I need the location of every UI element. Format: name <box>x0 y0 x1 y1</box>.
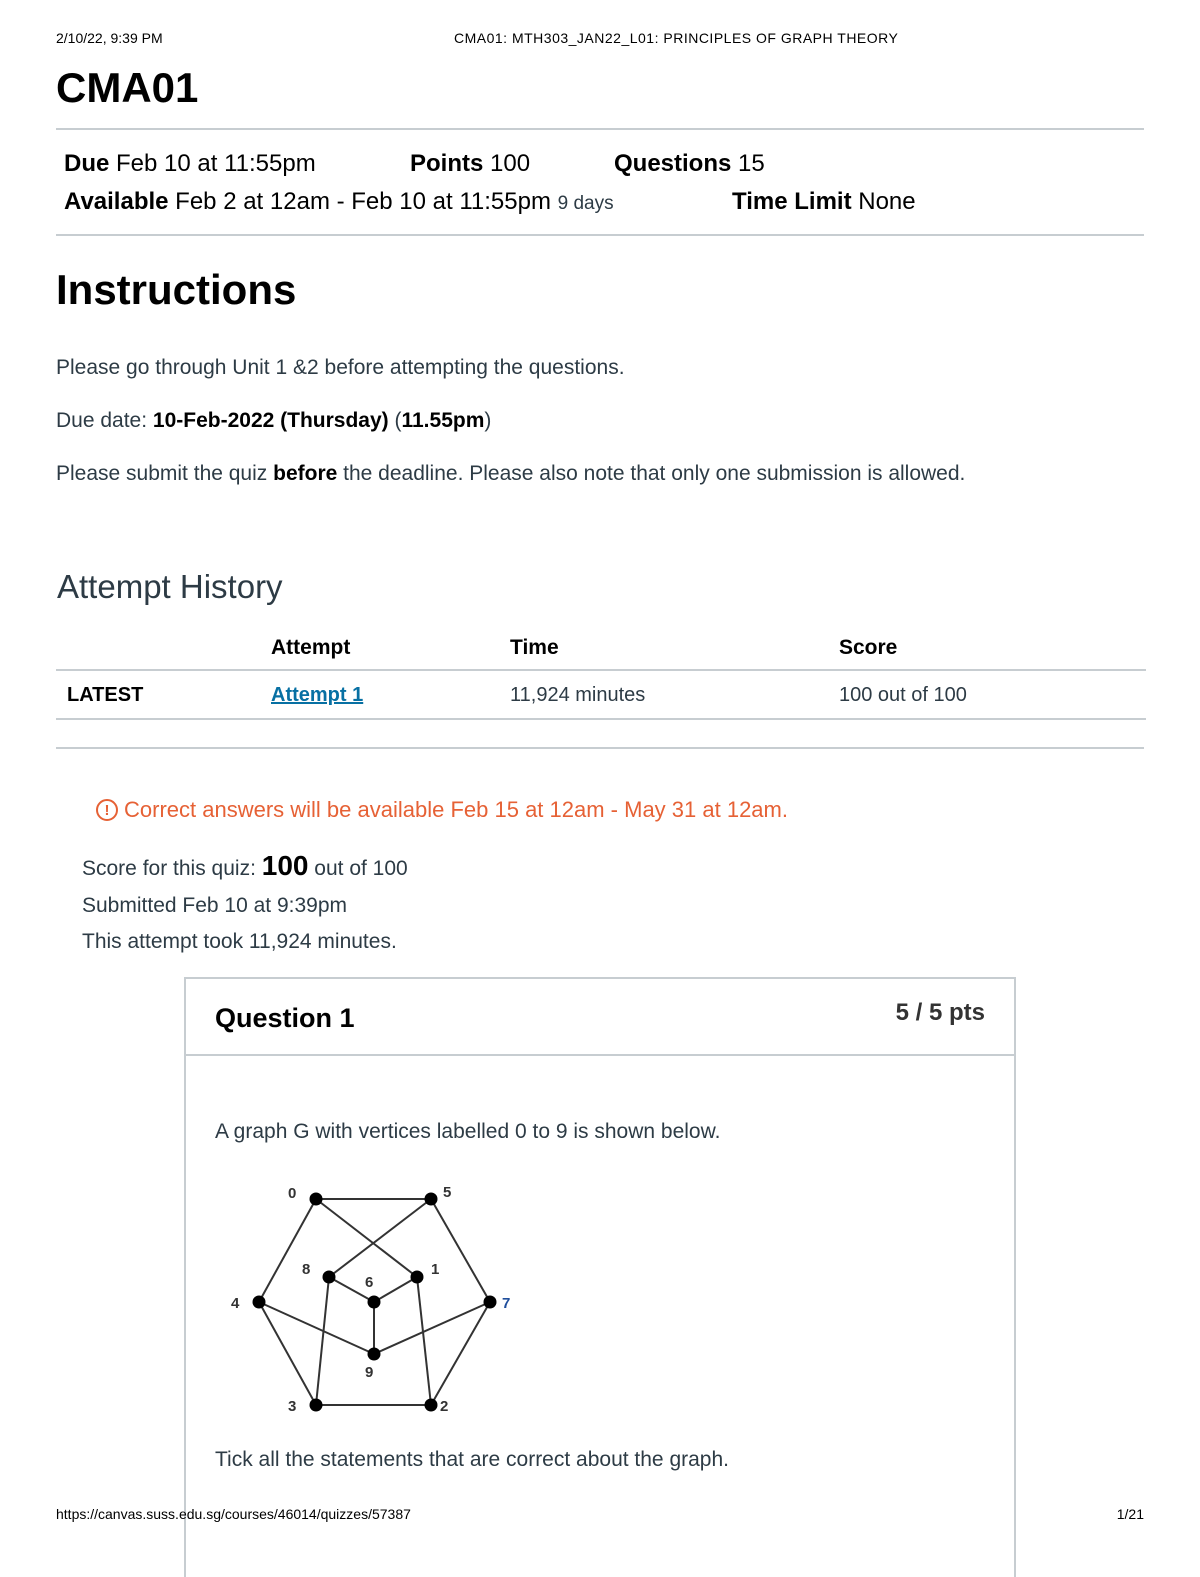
due-date-suffix: ) <box>484 409 492 432</box>
available-value: Feb 2 at 12am - Feb 10 at 11:55pm <box>175 188 551 215</box>
question-points: 5 / 5 pts <box>895 999 985 1026</box>
table-header-divider <box>56 669 1146 671</box>
time-limit-meta <box>732 188 916 216</box>
attempt-history-heading: Attempt History <box>57 568 283 605</box>
column-header-attempt: Attempt <box>271 636 351 659</box>
quiz-meta-row-1 <box>64 150 316 178</box>
available-label: Available <box>64 188 169 215</box>
vertex-3 <box>310 1399 323 1412</box>
available-days: 9 days <box>557 193 614 214</box>
vertex-label-5: 5 <box>443 1184 452 1201</box>
vertex-5 <box>425 1193 438 1206</box>
time-limit-value: None <box>858 188 916 215</box>
question-intro: A graph G with vertices labelled 0 to 9 is shown below. <box>215 1120 721 1143</box>
score-suffix: out of 100 <box>308 857 408 880</box>
edge-7-2 <box>431 1302 490 1405</box>
divider <box>56 234 1144 236</box>
question-header <box>186 979 1014 1056</box>
edge-0-1 <box>316 1199 417 1277</box>
vertex-2 <box>425 1399 438 1412</box>
graph-figure <box>226 1177 526 1417</box>
alert-icon: ! <box>96 799 118 821</box>
page-title: CMA01 <box>56 64 199 111</box>
question-title: Question 1 <box>215 1003 355 1033</box>
questions-meta <box>614 150 765 178</box>
column-header-time: Time <box>510 636 559 659</box>
vertex-8 <box>323 1271 336 1284</box>
submitted-time: Submitted Feb 10 at 9:39pm <box>82 894 347 917</box>
attempt-link-cell <box>271 684 363 707</box>
points-label: Points <box>410 150 484 177</box>
score-prefix: Score for this quiz: <box>82 857 262 880</box>
points-value: 100 <box>490 150 531 177</box>
vertex-label-7: 7 <box>502 1295 511 1312</box>
vertex-label-4: 4 <box>231 1295 240 1312</box>
questions-value: 15 <box>738 150 765 177</box>
vertex-label-3: 3 <box>288 1398 297 1415</box>
divider <box>56 128 1144 130</box>
edge-0-4 <box>259 1199 316 1302</box>
edge-5-8 <box>329 1199 431 1277</box>
instructions-due-date <box>56 409 491 433</box>
due-date-bold: 10-Feb-2022 (Thursday) <box>152 409 389 432</box>
row-label-latest: LATEST <box>67 684 144 706</box>
attempt-1-link[interactable]: Attempt 1 <box>271 684 364 706</box>
column-header-score: Score <box>839 636 898 659</box>
graph-vertices <box>253 1193 497 1412</box>
vertex-label-0: 0 <box>288 1185 297 1202</box>
edge-3-8 <box>316 1277 329 1405</box>
question-card <box>184 977 1016 1577</box>
vertex-4 <box>253 1296 266 1309</box>
points-meta <box>410 150 530 178</box>
questions-label: Questions <box>614 150 732 177</box>
edge-1-6 <box>374 1277 417 1302</box>
submit-note-prefix: Please submit the quiz <box>56 462 274 485</box>
time-limit-label: Time Limit <box>732 188 852 215</box>
instructions-heading: Instructions <box>56 266 297 313</box>
due-date-mid: ( <box>388 409 402 432</box>
due-date-prefix: Due date: <box>56 409 153 432</box>
attempt-time: 11,924 minutes <box>510 684 646 706</box>
table-row-divider <box>56 718 1146 720</box>
vertex-7 <box>484 1296 497 1309</box>
due-label: Due <box>64 150 110 177</box>
vertex-label-1: 1 <box>431 1261 440 1278</box>
vertex-label-9: 9 <box>365 1364 374 1381</box>
attempt-score: 100 out of 100 <box>839 684 967 706</box>
quiz-score <box>82 850 408 882</box>
edge-7-9 <box>374 1302 490 1354</box>
print-page-number: 1/21 <box>1116 1506 1144 1522</box>
edge-4-9 <box>259 1302 374 1354</box>
submit-note-bold: before <box>273 462 338 485</box>
score-value: 100 <box>261 850 309 881</box>
vertex-1 <box>411 1271 424 1284</box>
edge-4-3 <box>259 1302 316 1405</box>
vertex-label-6: 6 <box>365 1274 374 1291</box>
instructions-line-1: Please go through Unit 1 &2 before attempting the questions. <box>56 356 625 379</box>
vertex-0 <box>310 1193 323 1206</box>
edge-5-7 <box>431 1199 490 1302</box>
attempt-duration: This attempt took 11,924 minutes. <box>82 930 397 953</box>
divider <box>56 747 1144 749</box>
print-url: https://canvas.suss.edu.sg/courses/46014/quizzes/57387 <box>56 1506 411 1522</box>
alert-text: Correct answers will be available Feb 15 at 12am - May 31 at 12am. <box>124 797 788 822</box>
edge-2-1 <box>417 1277 431 1405</box>
due-date-time: 11.55pm <box>401 409 485 432</box>
instructions-submit-note <box>56 462 965 486</box>
vertex-label-2: 2 <box>440 1398 449 1415</box>
print-date: 2/10/22, 9:39 PM <box>56 30 163 46</box>
available-meta <box>64 188 614 216</box>
vertex-9 <box>368 1348 381 1361</box>
vertex-6 <box>368 1296 381 1309</box>
vertex-label-8: 8 <box>302 1261 311 1278</box>
print-doc-title: CMA01: MTH303_JAN22_L01: PRINCIPLES OF GRAPH THEORY <box>454 30 899 46</box>
due-value: Feb 10 at 11:55pm <box>116 150 316 177</box>
correct-answers-alert <box>96 797 788 823</box>
question-prompt: Tick all the statements that are correct about the graph. <box>215 1448 729 1471</box>
submit-note-suffix: the deadline. Please also note that only one submission is allowed. <box>337 462 966 485</box>
